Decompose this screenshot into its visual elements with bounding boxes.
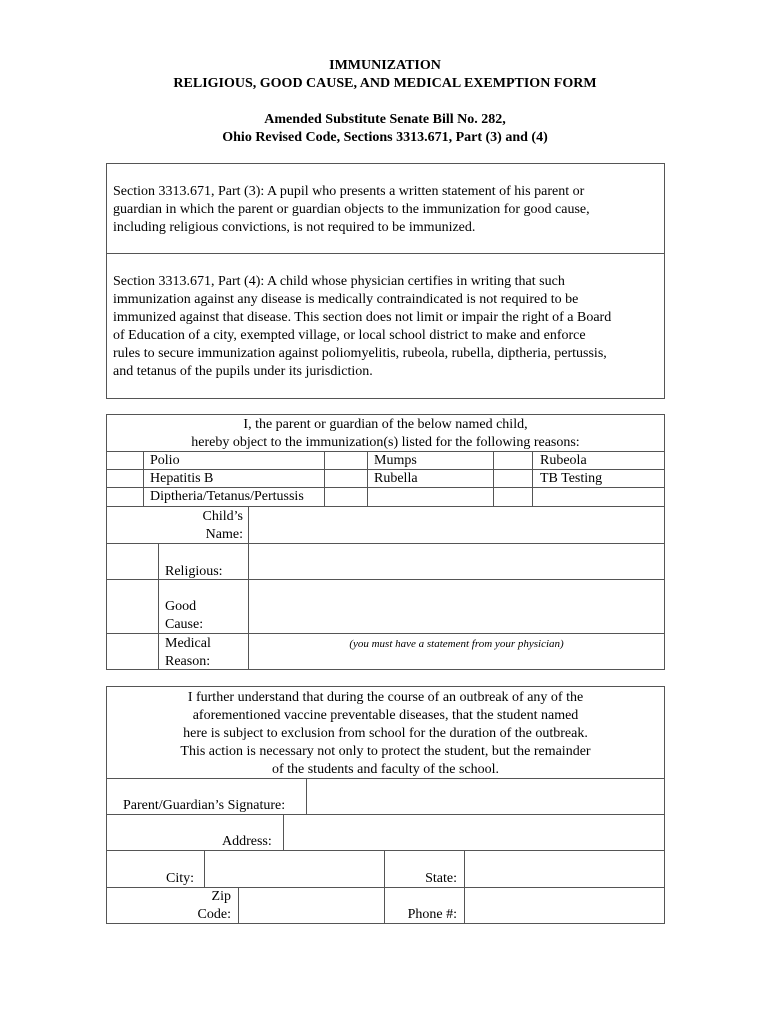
address-label: Address:: [222, 834, 272, 849]
part3-text-line: Section 3313.671, Part (3): A pupil who presents a written statement of his parent or: [113, 184, 585, 199]
vaccine-mumps-label: Mumps: [374, 453, 417, 468]
religious-checkbox[interactable]: [107, 544, 158, 579]
objection-intro: hereby object to the immunization(s) listed for the following reasons:: [191, 435, 580, 450]
address-field[interactable]: [284, 815, 664, 850]
part4-text-line: immunized against that disease. This section does not limit or impair the right of a Board: [113, 310, 612, 325]
vaccine-hepatitis-b-label: Hepatitis B: [150, 471, 214, 486]
part3-text-line: including religious convictions, is not required to be immunized.: [113, 220, 476, 235]
medical-reason-field[interactable]: [249, 648, 664, 669]
agreement-text-line: This action is necessary not only to protect the student, but the remainder: [180, 744, 591, 759]
part4-text-line: and tetanus of the pupils under its jurisdiction.: [113, 364, 373, 379]
vaccine-rubeola-label: Rubeola: [540, 453, 587, 468]
medical-reason-label: Medical: [165, 636, 211, 651]
zip-code-label: Zip: [211, 889, 231, 904]
childs-name-field[interactable]: [249, 507, 664, 543]
medical-reason-label: Reason:: [165, 654, 211, 669]
polio-checkbox[interactable]: [107, 452, 143, 469]
tb-testing-checkbox[interactable]: [494, 470, 532, 487]
vaccine-tb-testing-label: TB Testing: [540, 471, 603, 486]
vaccine-polio-label: Polio: [150, 453, 180, 468]
city-field[interactable]: [205, 851, 384, 887]
dtp-checkbox[interactable]: [107, 488, 143, 506]
hepatitis-b-checkbox[interactable]: [107, 470, 143, 487]
vaccine-dtp-label: Diptheria/Tetanus/Pertussis: [150, 489, 304, 504]
religious-label: Religious:: [165, 564, 223, 579]
bill-reference: Amended Substitute Senate Bill No. 282,: [264, 112, 506, 127]
part4-text-line: of Education of a city, exempted village, or local school district to make and enforce: [113, 328, 586, 343]
physician-statement-note: (you must have a statement from your physician): [349, 638, 564, 650]
state-label: State:: [425, 871, 457, 886]
form-title: IMMUNIZATION: [329, 58, 441, 73]
rubella-checkbox[interactable]: [325, 470, 367, 487]
good-cause-reason-field[interactable]: [249, 580, 664, 633]
good-cause-label: Cause:: [165, 617, 204, 632]
statute-divider: [106, 253, 665, 254]
phone-field[interactable]: [465, 888, 664, 923]
objection-intro: I, the parent or guardian of the below named child,: [243, 417, 528, 432]
code-reference: Ohio Revised Code, Sections 3313.671, Part (3) and (4): [222, 130, 548, 145]
agreement-text-line: of the students and faculty of the school.: [271, 762, 500, 777]
religious-reason-field[interactable]: [249, 544, 664, 579]
rubeola-checkbox[interactable]: [494, 452, 532, 469]
vaccine-rubella-label: Rubella: [374, 471, 418, 486]
state-field[interactable]: [465, 851, 664, 887]
part4-text-line: Section 3313.671, Part (4): A child whose physician certifies in writing that such: [113, 274, 565, 289]
agreement-text-line: aforementioned vaccine preventable diseases, that the student named: [192, 708, 579, 723]
zip-code-field[interactable]: [239, 888, 384, 923]
childs-name-label: Name:: [205, 527, 243, 542]
city-label: City:: [166, 871, 195, 886]
signature-field[interactable]: [307, 779, 664, 814]
good-cause-label: Good: [165, 599, 197, 614]
mumps-checkbox[interactable]: [325, 452, 367, 469]
phone-label: Phone #:: [407, 907, 457, 922]
form-subtitle: RELIGIOUS, GOOD CAUSE, AND MEDICAL EXEMPTION FORM: [173, 76, 597, 91]
childs-name-label: Child’s: [202, 509, 243, 524]
part4-text-line: rules to secure immunization against poliomyelitis, rubeola, rubella, diptheria, pertussis,: [113, 346, 607, 361]
good-cause-checkbox[interactable]: [107, 580, 158, 633]
part4-text-line: immunization against any disease is medically contraindicated is not required to be: [113, 292, 579, 307]
part3-text-line: guardian in which the parent or guardian objects to the immunization for good cause,: [113, 202, 590, 217]
zip-code-label: Code:: [197, 907, 231, 922]
medical-checkbox[interactable]: [107, 634, 158, 669]
agreement-text-line: I further understand that during the course of an outbreak of any of the: [187, 690, 584, 705]
signature-label: Parent/Guardian’s Signature:: [123, 798, 286, 813]
agreement-text-line: here is subject to exclusion from school for the duration of the outbreak.: [183, 726, 588, 741]
